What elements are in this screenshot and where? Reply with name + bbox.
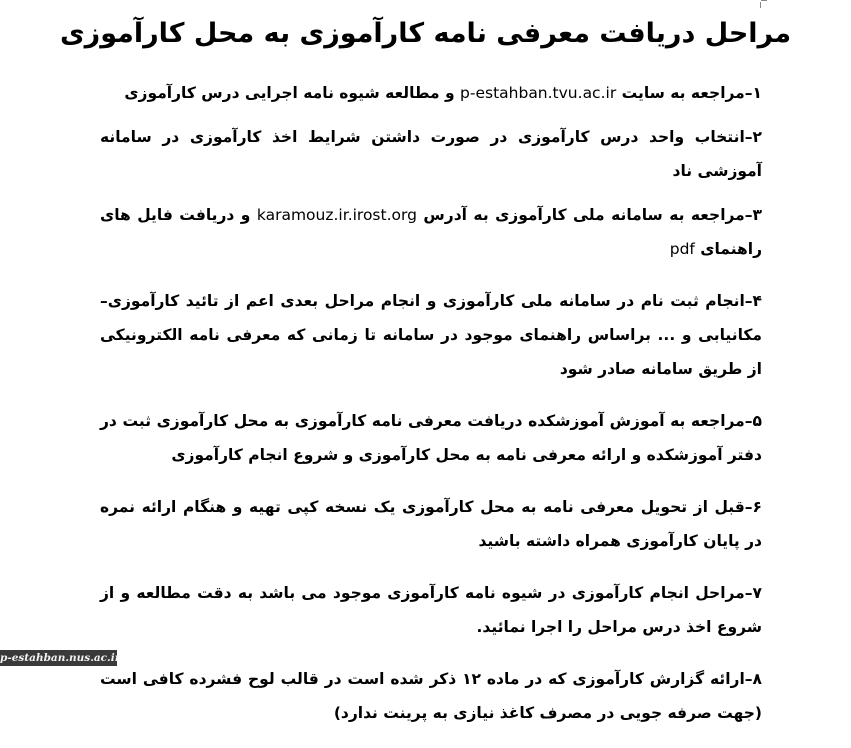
step-text: مراجعه به سامانه ملی کارآموزی به آدرس bbox=[416, 206, 745, 224]
step-text: انتخاب واحد درس کارآموزی در صورت داشتن شرایط اخذ کارآموزی در سامانه آموزشی ناد bbox=[100, 128, 762, 180]
step-number: ۲– bbox=[744, 128, 762, 146]
step-8 bbox=[100, 662, 762, 730]
step-number: ۳– bbox=[744, 206, 762, 224]
step-number: ۵– bbox=[744, 412, 762, 430]
step-text: و دریافت فایل های راهنمای bbox=[100, 206, 762, 258]
step-text: مراحل انجام کارآموزی در شیوه نامه کارآموزی موجود می باشد به دقت مطالعه و از شروع اخذ درس مراحل را اجرا نمائید. bbox=[100, 584, 762, 636]
crop-mark bbox=[761, 0, 767, 3]
step-text: مراجعه به آموزش آموزشکده دریافت معرفی نامه کارآموزی به محل کارآموزی ثبت در دفتر آموزشکده و ارائه معرفی نامه به محل کارآموزی و شروع انجام کارآموزی bbox=[100, 412, 762, 464]
step-text: انجام ثبت نام در سامانه ملی کارآموزی و انجام مراحل بعدی اعم از تائید کارآموزی–مکانیابی و ... براساس راهنمای موجود در سامانه تا زمانی که معرفی نامه الکترونیکی از طریق سامانه صادر شود bbox=[100, 292, 762, 378]
step-number: ۷– bbox=[744, 584, 762, 602]
step-2 bbox=[100, 120, 762, 188]
step-5 bbox=[100, 404, 762, 472]
page-title: مراحل دریافت معرفی نامه کارآموزی به محل کارآموزی bbox=[59, 18, 792, 49]
steps-list bbox=[100, 76, 762, 748]
step-1 bbox=[100, 76, 762, 110]
step-text: قبل از تحویل معرفی نامه به محل کارآموزی یک نسخه کپی تهیه و هنگام ارائه نمره در پایان کارآموزی همراه داشته باشید bbox=[100, 498, 762, 550]
step-text: و مطالعه شیوه نامه اجرایی درس کارآموزی bbox=[124, 84, 461, 102]
website-link[interactable]: p-estahban.tvu.ac.ir bbox=[460, 84, 617, 102]
step-7 bbox=[100, 576, 762, 644]
site-watermark: p-estahban.nus.ac.ir bbox=[0, 652, 121, 664]
step-6 bbox=[100, 490, 762, 558]
step-3 bbox=[100, 198, 762, 266]
step-number: ۱– bbox=[744, 84, 762, 102]
step-number: ۶– bbox=[744, 498, 762, 516]
step-text: pdf bbox=[669, 240, 695, 258]
step-number: ۴– bbox=[744, 292, 762, 310]
step-4 bbox=[100, 284, 762, 386]
crop-mark bbox=[760, 2, 761, 8]
step-number: ۸– bbox=[744, 670, 762, 688]
website-link[interactable]: karamouz.ir.irost.org bbox=[256, 206, 417, 224]
step-text: ارائه گزارش کارآموزی که در ماده ۱۲ ذکر شده است در قالب لوح فشرده کافی است (جهت صرفه جویی در مصرف کاغذ نیازی به پرینت ندارد) bbox=[100, 670, 762, 722]
step-text: مراجعه به سایت bbox=[616, 84, 745, 102]
